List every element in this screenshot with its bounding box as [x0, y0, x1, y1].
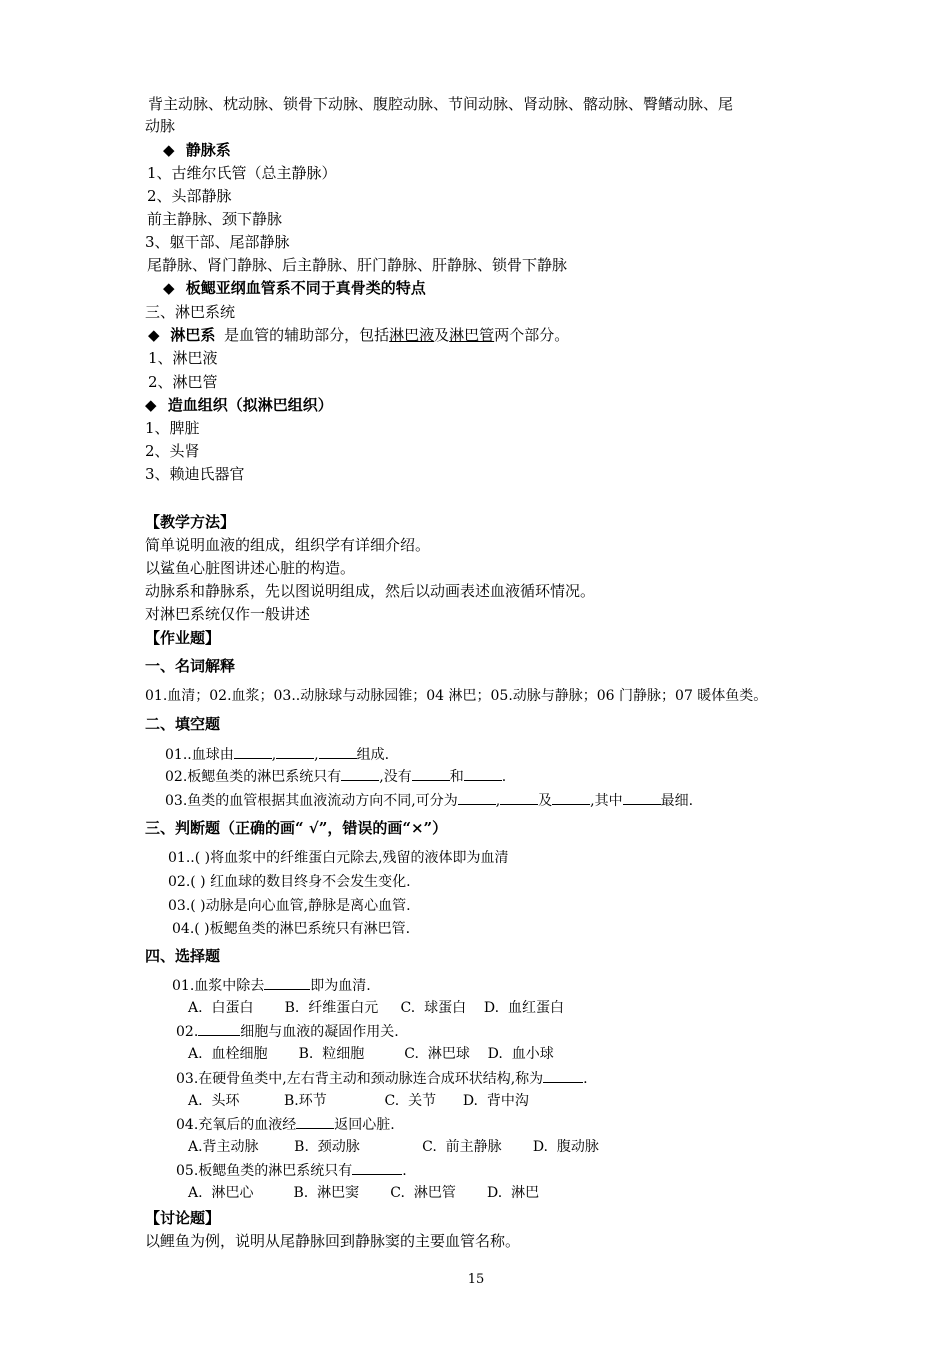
judge-question-4: 04.( )板鳃鱼类的淋巴系统只有淋巴管.: [172, 921, 411, 937]
choice-options-5: [188, 1183, 539, 1203]
hematopoietic-heading-text: 造血组织（拟淋巴组织）: [167, 396, 333, 414]
q4-text-b: 返回心脏.: [334, 1117, 395, 1133]
answer-blank[interactable]: [623, 790, 661, 805]
hematopoietic-item-2: 2、头肾: [145, 442, 200, 460]
lymph-vessel-term: 淋巴管: [449, 326, 495, 344]
judge-question-1: 01..( )将血浆中的纤维蛋白元除去,残留的液体即为血清: [168, 850, 509, 866]
lymph-item-2: 2、淋巴管: [148, 373, 218, 391]
q2-options: A. 血栓细胞 B. 粒细胞 C. 淋巴球 D. 血小球: [188, 1046, 554, 1062]
comma: ,: [495, 793, 501, 809]
arteries-list-line1: 背主动脉、枕动脉、锁骨下动脉、腹腔动脉、节间动脉、肾动脉、髂动脉、臀鳍动脉、尾: [148, 95, 734, 113]
comma: ,: [314, 747, 319, 763]
judge-question-2: 02.( ) 红血球的数目终身不会发生变化.: [168, 874, 411, 890]
fill-heading: 二、填空题: [145, 715, 221, 733]
answer-blank[interactable]: [319, 744, 357, 759]
choice-question-5: [176, 1160, 407, 1181]
answer-blank[interactable]: [341, 766, 379, 781]
discussion-question: 以鲤鱼为例，说明从尾静脉回到静脉窦的主要血管名称。: [145, 1232, 521, 1250]
terms-line: 01.血清；02.血浆；03..动脉球与动脉园锥；04 淋巴；05.动脉与静脉；06 门静脉；07 暖体鱼类。: [145, 688, 768, 704]
judge-heading: 三、判断题（正确的画“ √”，错误的画“×”）: [145, 819, 448, 837]
teaching-method-line: 以鲨鱼心脏图讲述心脏的构造。: [145, 559, 356, 577]
veins-item-2: 2、头部静脉: [147, 187, 232, 205]
period: .: [402, 1163, 407, 1179]
choice-options-1: [188, 998, 564, 1018]
choice-question-1: [172, 975, 371, 996]
lymph-term: 淋巴系: [170, 326, 216, 344]
page-number: 15: [467, 1272, 485, 1287]
period: .: [583, 1071, 588, 1087]
hematopoietic-heading: [145, 395, 333, 415]
fill-1-text-a: 01..血球由: [165, 747, 234, 763]
choice-heading: 四、选择题: [145, 947, 221, 965]
diamond-bullet-icon: ◆: [145, 396, 157, 414]
veins-heading: [163, 140, 231, 160]
answer-blank[interactable]: [198, 1021, 240, 1036]
q1-options: A. 白蛋白 B. 纤维蛋白元 C. 球蛋白 D. 血红蛋白: [188, 1000, 564, 1016]
answer-blank[interactable]: [543, 1068, 583, 1083]
fill-question-3: [165, 790, 693, 811]
choice-options-2: [188, 1044, 554, 1064]
elasmobranch-feature-heading: [163, 278, 426, 298]
lymph-definition: [148, 325, 569, 345]
lymph-and: 及: [434, 326, 450, 344]
lymph-desc-2: 两个部分。: [494, 326, 570, 344]
q1-text-b: 即为血清.: [310, 978, 371, 994]
homework-heading: 【作业题】: [145, 629, 221, 647]
discussion-heading: 【讨论题】: [145, 1209, 221, 1227]
choice-question-4: [176, 1114, 395, 1135]
veins-item-2-detail: 前主静脉、颈下静脉: [147, 210, 283, 228]
hematopoietic-item-3: 3、赖迪氏器官: [145, 465, 245, 483]
answer-blank[interactable]: [264, 975, 310, 990]
q2-text-b: 细胞与血液的凝固作用关.: [240, 1024, 399, 1040]
diamond-bullet-icon: ◆: [163, 279, 175, 297]
answer-blank[interactable]: [458, 790, 496, 805]
choice-question-2: [176, 1021, 399, 1042]
q5-text-a: 05.板鳃鱼类的淋巴系统只有: [176, 1163, 353, 1179]
answer-blank[interactable]: [352, 1160, 402, 1175]
q4-options: A.背主动脉 B. 颈动脉 C. 前主静脉 D. 腹动脉: [188, 1139, 599, 1155]
teaching-method-line: 动脉系和静脉系，先以图说明组成，然后以动画表述血液循环情况。: [145, 582, 596, 600]
terms-heading: 一、名词解释: [145, 657, 236, 675]
lymph-fluid-term: 淋巴液: [389, 326, 435, 344]
fill-2-text-c: 和: [449, 769, 464, 785]
fill-1-text-b: 组成.: [356, 747, 390, 763]
lymph-section-title: 三、淋巴系统: [145, 303, 236, 321]
answer-blank[interactable]: [552, 790, 590, 805]
answer-blank[interactable]: [234, 744, 272, 759]
period: .: [501, 769, 507, 785]
fill-3-text-a: 03.鱼类的血管根据其血液流动方向不同,可分为: [165, 793, 458, 809]
q5-options: A. 淋巴心 B. 淋巴窦 C. 淋巴管 D. 淋巴: [188, 1185, 540, 1201]
veins-item-1: 1、古维尔氏管（总主静脉）: [147, 164, 337, 182]
diamond-bullet-icon: ◆: [163, 141, 175, 159]
comma: ,: [271, 747, 277, 763]
answer-blank[interactable]: [412, 766, 450, 781]
fill-3-text-b: 及: [538, 793, 553, 809]
q3-text-a: 03.在硬骨鱼类中,左右背主动和颈动脉连合成环状结构,称为: [176, 1071, 544, 1087]
teaching-methods-heading: 【教学方法】: [145, 513, 236, 531]
q1-text-a: 01.血浆中除去: [172, 978, 265, 994]
teaching-method-line: 简单说明血液的组成，组织学有详细介绍。: [145, 536, 431, 554]
lymph-item-1: 1、淋巴液: [148, 349, 218, 367]
judge-question-3: 03.( )动脉是向心血管,静脉是离心血管.: [168, 898, 411, 914]
choice-options-3: [188, 1091, 529, 1111]
q4-text-a: 04.充氧后的血液经: [176, 1117, 297, 1133]
choice-question-3: [176, 1068, 588, 1089]
choice-options-4: [188, 1137, 599, 1157]
veins-heading-text: 静脉系: [185, 141, 231, 159]
elasmobranch-feature-text: 板鳃亚纲血管系不同于真骨类的特点: [185, 279, 426, 297]
veins-item-3-detail: 尾静脉、肾门静脉、后主静脉、肝门静脉、肝静脉、锁骨下静脉: [147, 256, 568, 274]
fill-question-1: [165, 744, 389, 765]
fill-3-text-c: ,其中: [590, 793, 623, 809]
fill-2-text-b: ,没有: [379, 769, 412, 785]
lymph-desc-1: 是血管的辅助部分，包括: [224, 326, 390, 344]
hematopoietic-item-1: 1、脾脏: [145, 419, 200, 437]
fill-question-2: [165, 766, 506, 787]
arteries-list-line2: 动脉: [145, 117, 176, 135]
fill-3-text-d: 最细.: [660, 793, 694, 809]
answer-blank[interactable]: [296, 1114, 334, 1129]
diamond-bullet-icon: ◆: [148, 326, 160, 344]
teaching-method-line: 对淋巴系统仅作一般讲述: [145, 605, 311, 623]
answer-blank[interactable]: [500, 790, 538, 805]
q2-text-a: 02.: [176, 1024, 199, 1040]
veins-item-3: 3、躯干部、尾部静脉: [145, 233, 290, 251]
q3-options: A. 头环 B.环节 C. 关节 D. 背中沟: [188, 1093, 529, 1109]
fill-2-text-a: 02.板鳃鱼类的淋巴系统只有: [165, 769, 342, 785]
answer-blank[interactable]: [464, 766, 502, 781]
answer-blank[interactable]: [276, 744, 314, 759]
